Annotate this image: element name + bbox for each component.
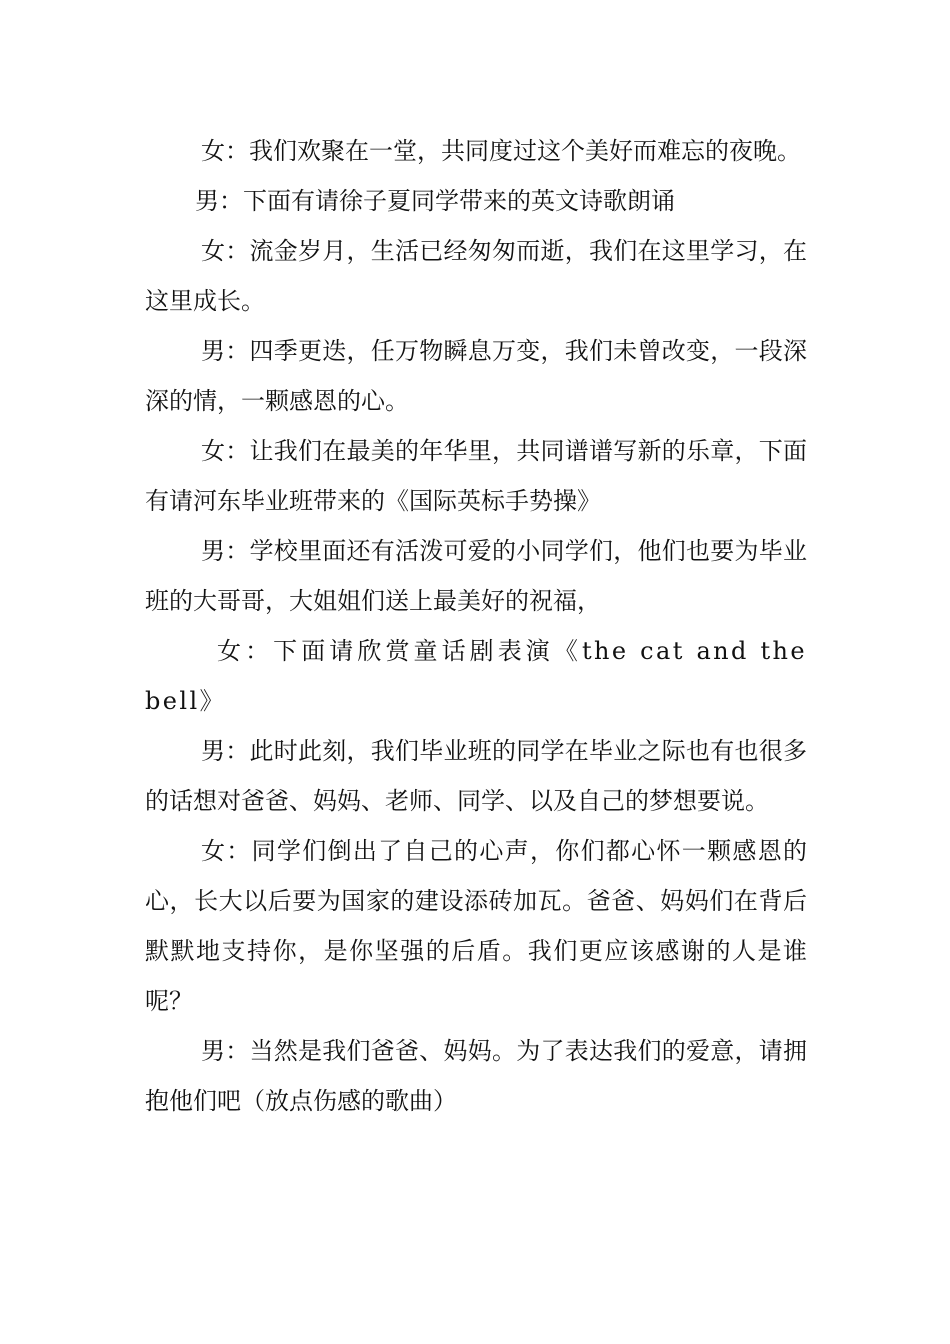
paragraph-8: 男：此时此刻，我们毕业班的同学在毕业之际也有也很多的话想对爸爸、妈妈、老师、同学、以及自己的梦想要说。 (145, 737, 807, 815)
paragraph-5: 女：让我们在最美的年华里，共同谱谱写新的乐章，下面有请河东毕业班带来的《国际英标手势操》 (145, 437, 807, 515)
paragraph-10: 男：当然是我们爸爸、妈妈。为了表达我们的爱意，请拥抱他们吧（放点伤感的歌曲） (145, 1037, 807, 1115)
document-body (145, 126, 807, 1126)
paragraph-3: 女：流金岁月，生活已经匆匆而逝，我们在这里学习，在这里成长。 (145, 237, 807, 315)
paragraph-4: 男：四季更迭，任万物瞬息万变，我们未曾改变，一段深深的情，一颗感恩的心。 (145, 337, 807, 415)
paragraph-7: 女：下面请欣赏童话剧表演《the cat and the bell》 (145, 637, 807, 715)
paragraph-6: 男：学校里面还有活泼可爱的小同学们，他们也要为毕业班的大哥哥，大姐姐们送上最美好的祝福， (145, 537, 807, 615)
paragraph-9: 女：同学们倒出了自己的心声，你们都心怀一颗感恩的心，长大以后要为国家的建设添砖加瓦。爸爸、妈妈们在背后默默地支持你，是你坚强的后盾。我们更应该感谢的人是谁呢？ (145, 837, 807, 1015)
paragraph-2: 男：下面有请徐子夏同学带来的英文诗歌朗诵 (195, 187, 675, 215)
paragraph-1: 女：我们欢聚在一堂，共同度过这个美好而难忘的夜晚。 (201, 137, 801, 165)
